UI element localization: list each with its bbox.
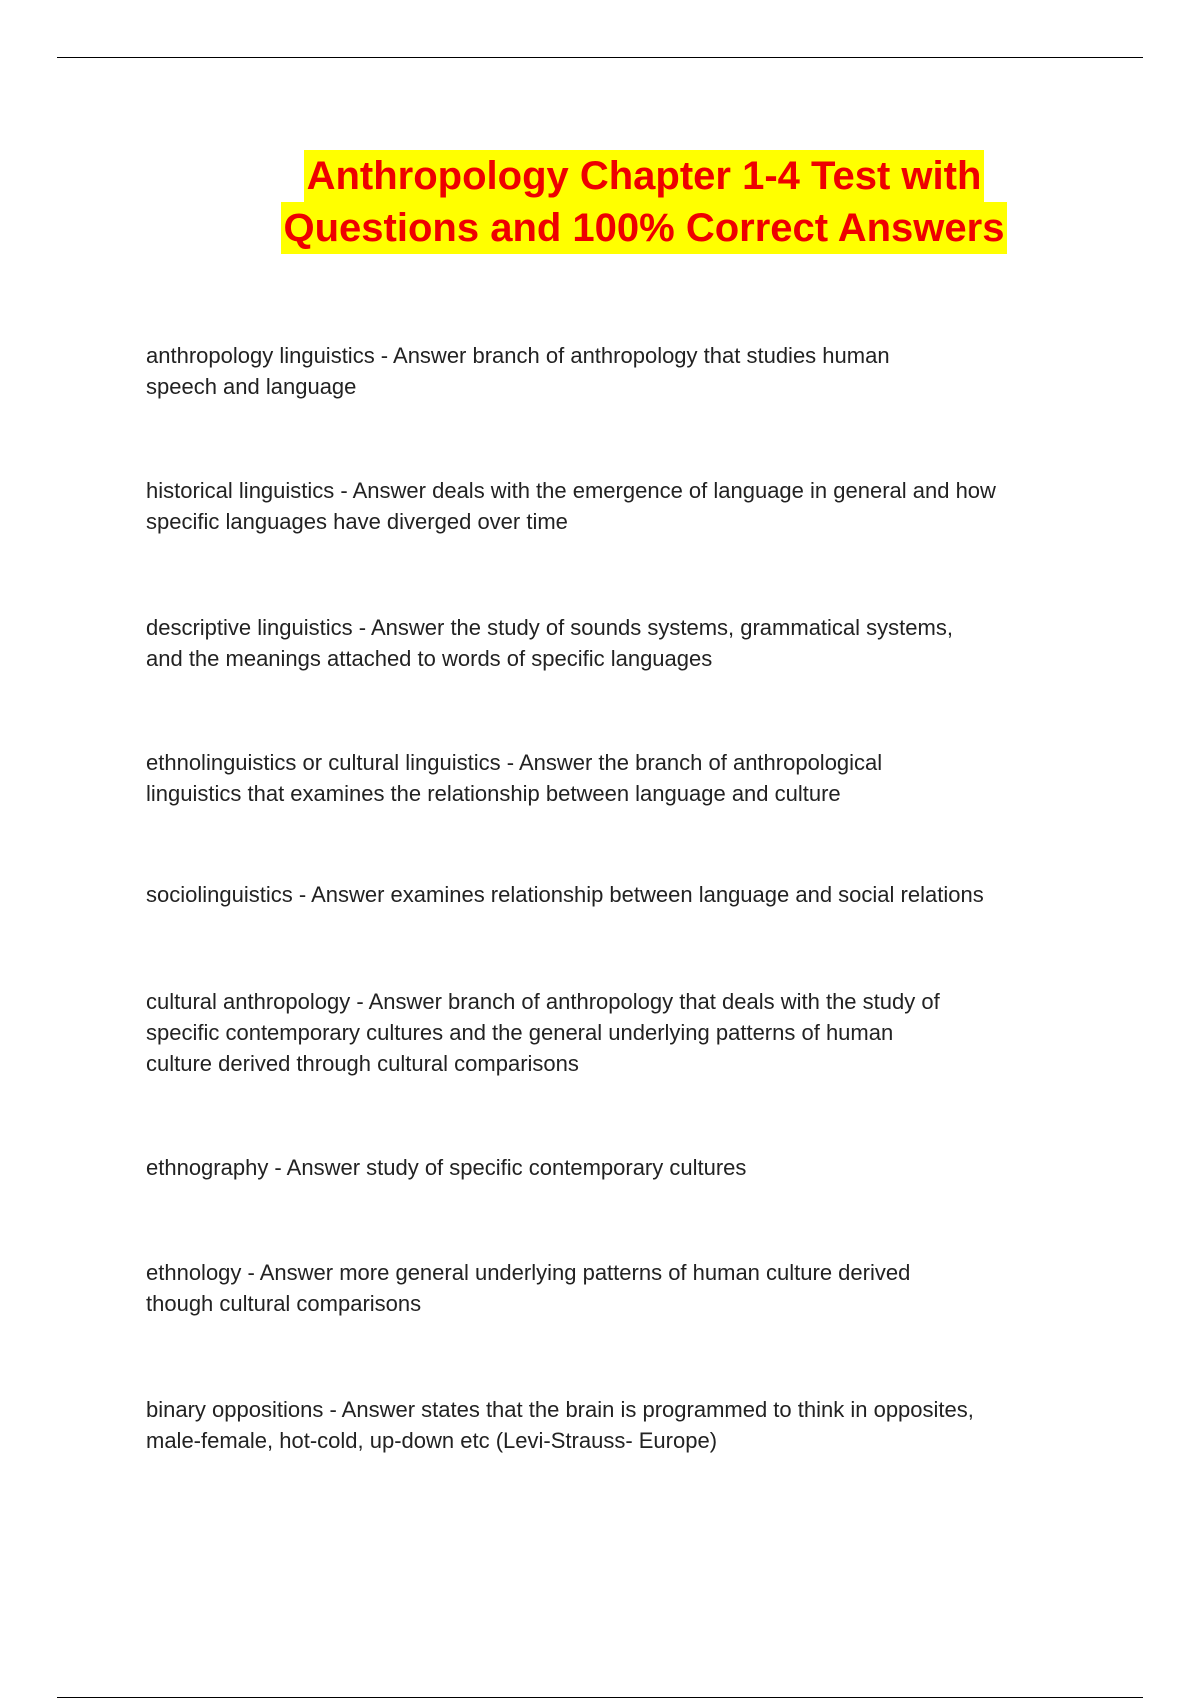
qa-line: cultural anthropology - Answer branch of anthropology that deals with the study of xyxy=(146,989,940,1014)
qa-line: descriptive linguistics - Answer the study of sounds systems, grammatical systems, xyxy=(146,615,953,640)
qa-line: specific contemporary cultures and the general underlying patterns of human xyxy=(146,1020,894,1045)
bottom-rule xyxy=(57,1697,1143,1698)
qa-line: speech and language xyxy=(146,374,357,399)
qa-line: ethnolinguistics or cultural linguistics - Answer the branch of anthropological xyxy=(146,750,883,775)
qa-line: male-female, hot-cold, up-down etc (Levi-Strauss- Europe) xyxy=(146,1428,718,1453)
qa-entry-ethnolinguistics xyxy=(146,747,1086,809)
qa-line: binary oppositions - Answer states that the brain is programmed to think in opposites, xyxy=(146,1397,974,1422)
qa-line: culture derived through cultural comparisons xyxy=(146,1051,579,1076)
qa-entry-historical-linguistics xyxy=(146,475,1086,537)
qa-entry-ethnology xyxy=(146,1257,1086,1319)
qa-line: ethnography - Answer study of specific contemporary cultures xyxy=(146,1155,747,1180)
qa-entry-binary-oppositions xyxy=(146,1394,1086,1456)
qa-entry-cultural-anthropology xyxy=(146,986,1086,1079)
qa-entry-descriptive-linguistics xyxy=(146,612,1086,674)
document-title xyxy=(0,150,1200,254)
qa-entry-ethnography xyxy=(146,1152,1086,1183)
qa-line: ethnology - Answer more general underlying patterns of human culture derived xyxy=(146,1260,911,1285)
qa-line: sociolinguistics - Answer examines relationship between language and social relations xyxy=(146,882,984,907)
qa-line: though cultural comparisons xyxy=(146,1291,422,1316)
title-line-1: Anthropology Chapter 1-4 Test with xyxy=(304,150,985,202)
qa-entry-anthropology-linguistics xyxy=(146,340,1086,402)
qa-line: anthropology linguistics - Answer branch of anthropology that studies human xyxy=(146,343,890,368)
qa-line: and the meanings attached to words of specific languages xyxy=(146,646,713,671)
qa-entry-sociolinguistics xyxy=(146,879,1086,910)
top-rule xyxy=(57,57,1143,58)
qa-line: specific languages have diverged over time xyxy=(146,509,568,534)
title-line-2: Questions and 100% Correct Answers xyxy=(281,202,1008,254)
qa-line: historical linguistics - Answer deals with the emergence of language in general and how xyxy=(146,478,996,503)
qa-line: linguistics that examines the relationship between language and culture xyxy=(146,781,841,806)
